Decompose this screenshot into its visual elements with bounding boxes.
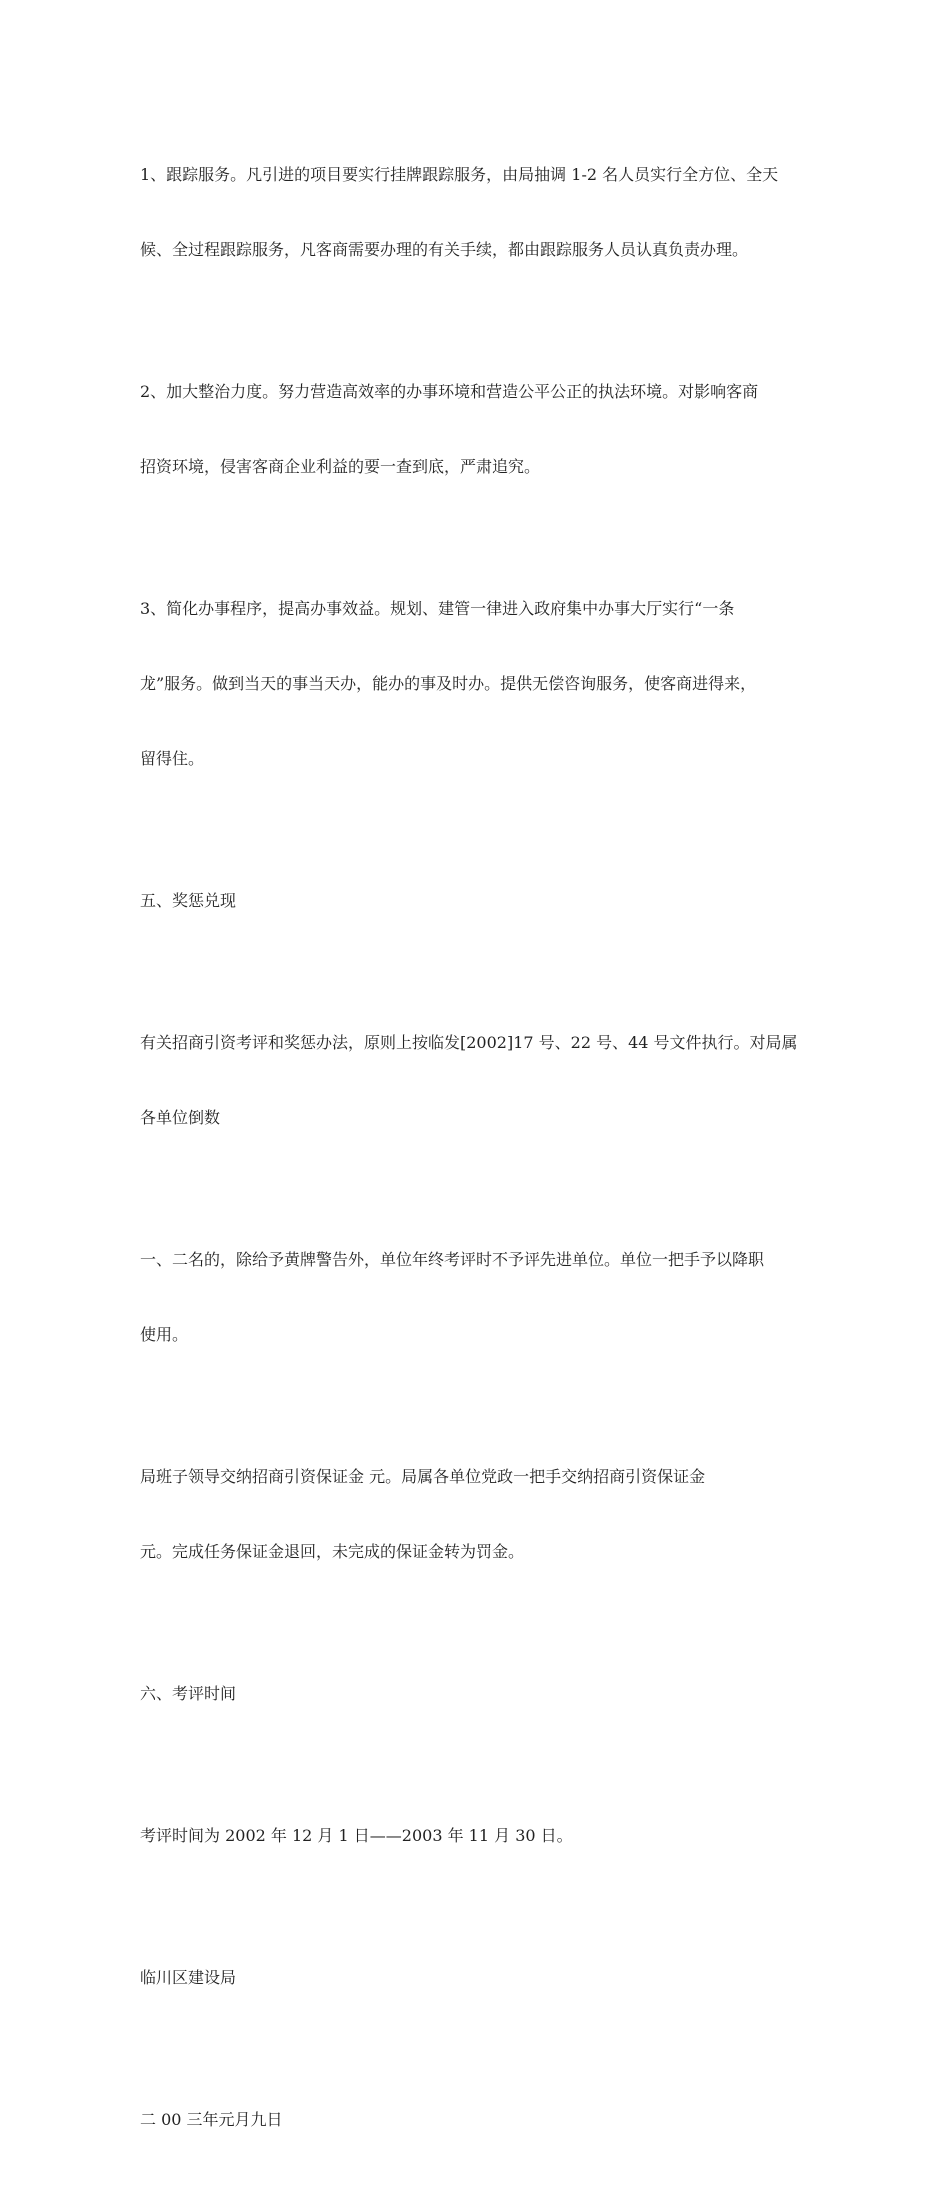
text-line: 五、奖惩兑现 — [140, 891, 237, 910]
paragraph-penalties — [140, 1197, 812, 1397]
paragraph-deposit — [140, 1414, 812, 1614]
text-line: 局班子领导交纳招商引资保证金 元。局属各单位党政一把手交纳招商引资保证金 — [140, 1467, 706, 1486]
text-line: 留得住。 — [140, 749, 205, 768]
text-line: 2、加大整治力度。努力营造高效率的办事环境和营造公平公正的执法环境。对影响客商 — [140, 382, 759, 401]
text-line: 考评时间为 2002 年 12 月 1 日——2003 年 11 月 30 日。 — [140, 1826, 573, 1845]
signature-date — [140, 2057, 812, 2182]
text-line: 六、考评时间 — [140, 1684, 237, 1703]
text-line: 元。完成任务保证金退回，未完成的保证金转为罚金。 — [140, 1542, 525, 1561]
text-line: 1、跟踪服务。凡引进的项目要实行挂牌跟踪服务，由局抽调 1-2 名人员实行全方位、全天 — [140, 165, 779, 184]
text-line: 有关招商引资考评和奖惩办法，原则上按临发[2002]17 号、22 号、44 号文件执行。对局属 — [140, 1033, 798, 1052]
paragraph-tracking-service — [140, 112, 812, 312]
text-line: 龙”服务。做到当天的事当天办，能办的事及时办。提供无偿咨询服务，使客商进得来， — [140, 674, 757, 693]
text-line: 二 00 三年元月九日 — [140, 2110, 283, 2129]
document-body — [140, 112, 812, 2199]
paragraph-rectification — [140, 329, 812, 529]
text-line: 招资环境，侵害客商企业利益的要一查到底，严肃追究。 — [140, 457, 541, 476]
section-heading-rewards — [140, 838, 812, 963]
text-line: 候、全过程跟踪服务，凡客商需要办理的有关手续，都由跟踪服务人员认真负责办理。 — [140, 240, 749, 259]
section-heading-evaluation-time — [140, 1631, 812, 1756]
text-line: 3、简化办事程序，提高办事效益。规划、建管一律进入政府集中办事大厅实行“一条 — [140, 599, 735, 618]
paragraph-evaluation-rules — [140, 980, 812, 1180]
paragraph-evaluation-period — [140, 1773, 812, 1898]
text-line: 一、二名的，除给予黄牌警告外，单位年终考评时不予评先进单位。单位一把手予以降职 — [140, 1250, 765, 1269]
text-line: 临川区建设局 — [140, 1968, 237, 1987]
signature-organization — [140, 1915, 812, 2040]
text-line: 各单位倒数 — [140, 1108, 221, 1127]
paragraph-simplify-procedures — [140, 546, 812, 821]
text-line: 使用。 — [140, 1325, 189, 1344]
